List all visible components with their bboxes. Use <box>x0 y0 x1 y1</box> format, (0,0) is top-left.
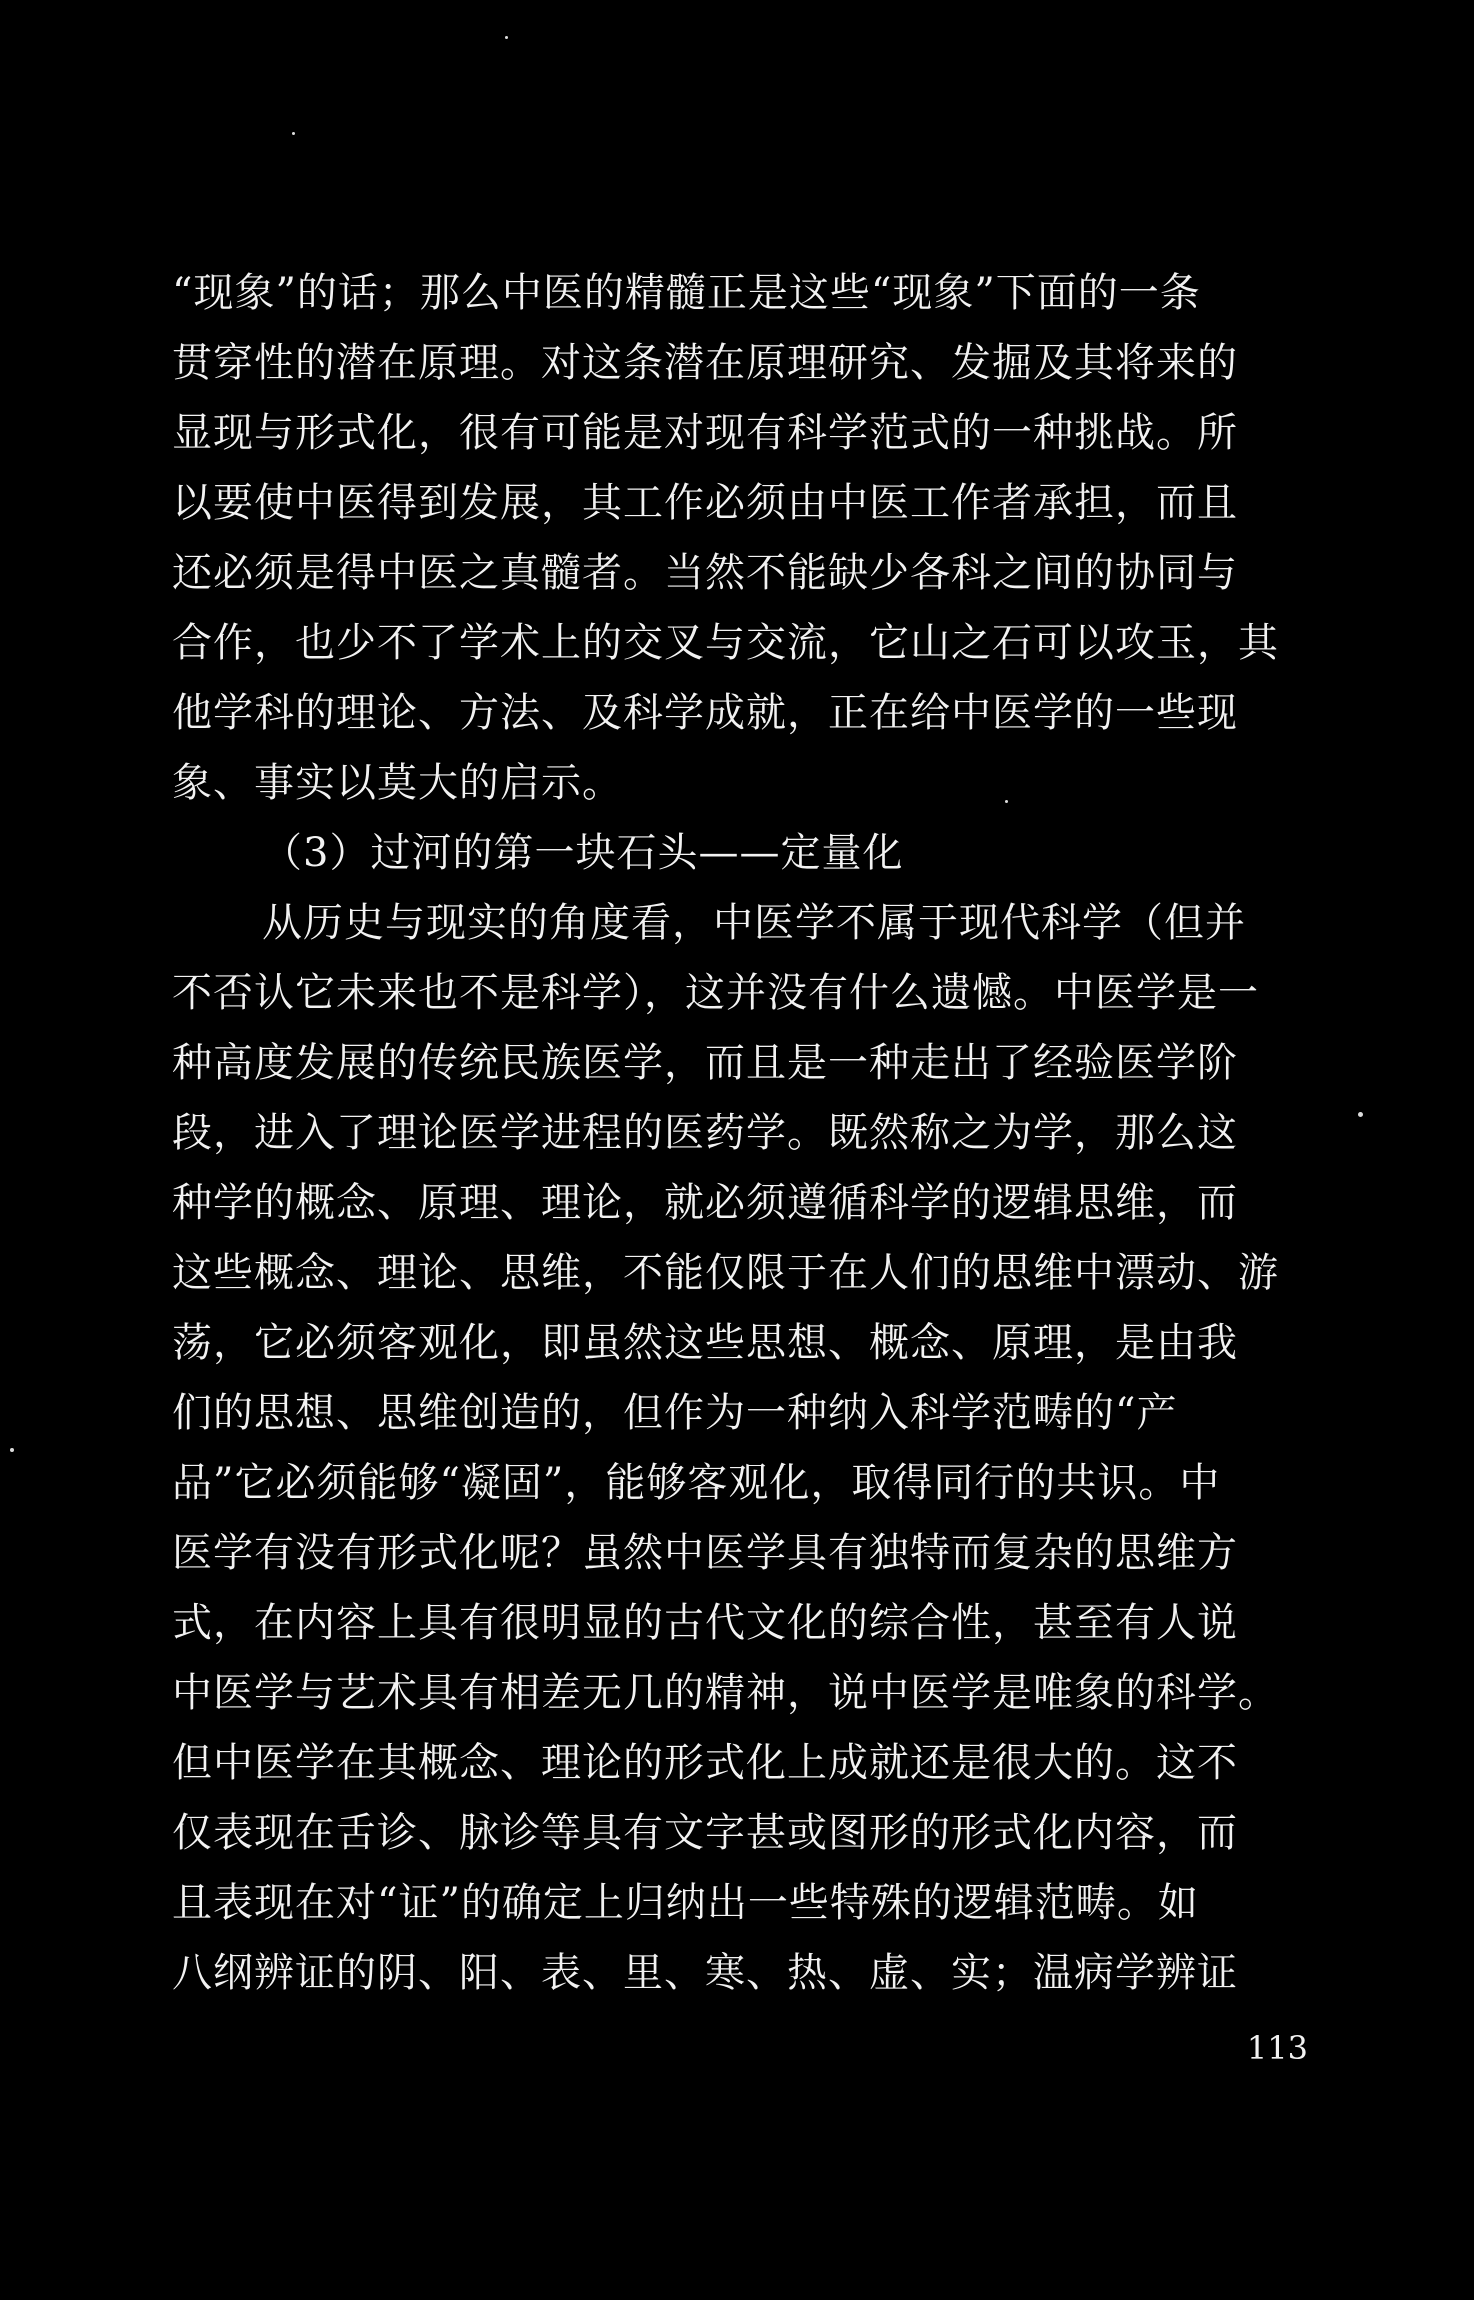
text-line: “现象”的话；那么中医的精髓正是这些“现象”下面的一条 <box>172 270 1201 316</box>
text-line: 荡，它必须客观化，即虽然这些思想、概念、原理，是由我 <box>172 1320 1238 1366</box>
scan-speck <box>1358 1112 1363 1117</box>
text-line: 段，进入了理论医学进程的医药学。既然称之为学，那么这 <box>172 1110 1238 1156</box>
text-line: 显现与形式化，很有可能是对现有科学范式的一种挑战。所 <box>172 410 1238 456</box>
section-heading: （3）过河的第一块石头——定量化 <box>262 830 904 876</box>
text-line: 八纲辨证的阴、阳、表、里、寒、热、虚、实；温病学辨证 <box>172 1950 1238 1996</box>
text-line: 种高度发展的传统民族医学，而且是一种走出了经验医学阶 <box>172 1040 1238 1086</box>
text-line: 医学有没有形式化呢？虽然中医学具有独特而复杂的思维方 <box>172 1530 1238 1576</box>
text-line: 种学的概念、原理、理论，就必须遵循科学的逻辑思维，而 <box>172 1180 1238 1226</box>
text-line: 且表现在对“证”的确定上归纳出一些特殊的逻辑范畴。如 <box>172 1880 1199 1926</box>
text-line: 这些概念、理论、思维，不能仅限于在人们的思维中漂动、游 <box>172 1250 1279 1296</box>
scan-speck <box>10 1448 14 1452</box>
text-line: 以要使中医得到发展，其工作必须由中医工作者承担，而且 <box>172 480 1238 526</box>
text-line: 他学科的理论、方法、及科学成就，正在给中医学的一些现 <box>172 690 1238 736</box>
text-line: 们的思想、思维创造的，但作为一种纳入科学范畴的“产 <box>172 1390 1178 1436</box>
text-line: 合作，也少不了学术上的交叉与交流，它山之石可以攻玉，其 <box>172 620 1279 666</box>
page-number: 113 <box>1246 2029 1308 2067</box>
text-line: 象、事实以莫大的启示。 <box>172 760 623 806</box>
text-line: 不否认它未来也不是科学），这并没有什么遗憾。中医学是一 <box>172 970 1259 1016</box>
text-line: 贯穿性的潜在原理。对这条潜在原理研究、发掘及其将来的 <box>172 340 1238 386</box>
text-line: 式，在内容上具有很明显的古代文化的综合性，甚至有人说 <box>172 1600 1238 1646</box>
text-line: 品”它必须能够“凝固”，能够客观化，取得同行的共识。中 <box>172 1460 1221 1506</box>
text-line: 仅表现在舌诊、脉诊等具有文字甚或图形的形式化内容，而 <box>172 1810 1238 1856</box>
text-line: 中医学与艺术具有相差无几的精神，说中医学是唯象的科学。 <box>172 1670 1279 1716</box>
text-line: 还必须是得中医之真髓者。当然不能缺少各科之间的协同与 <box>172 550 1238 596</box>
paragraph-start-line: 从历史与现实的角度看，中医学不属于现代科学（但并 <box>262 900 1246 946</box>
scan-speck <box>505 36 508 39</box>
scan-speck <box>292 132 295 135</box>
text-line: 但中医学在其概念、理论的形式化上成就还是很大的。这不 <box>172 1740 1238 1786</box>
body-text <box>172 258 1312 2008</box>
